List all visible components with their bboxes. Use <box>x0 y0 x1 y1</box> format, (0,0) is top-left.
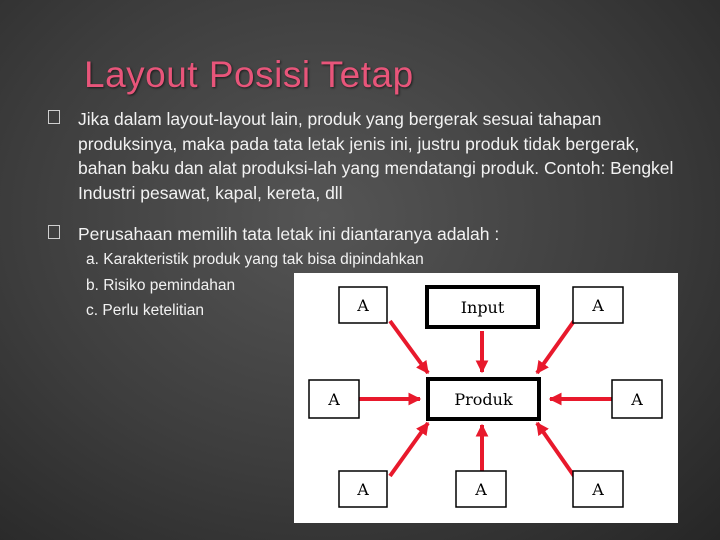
arrow-bottom-left <box>390 423 428 476</box>
sub-item-a: a. Karakteristik produk yang tak bisa dipindahkan <box>86 251 424 268</box>
station-label: A <box>357 296 369 315</box>
square-bullet-icon <box>48 225 60 239</box>
sub-item-b: b. Risiko pemindahan <box>86 277 236 294</box>
station-label: A <box>475 480 487 499</box>
station-label: A <box>631 390 643 409</box>
station-label: A <box>592 296 604 315</box>
station-label: A <box>592 480 604 499</box>
station-label: A <box>357 480 369 499</box>
bullet-item-1 <box>46 107 686 205</box>
diagram-svg <box>294 273 678 523</box>
input-label: Input <box>460 298 505 317</box>
produk-label: Produk <box>454 390 513 409</box>
square-bullet-icon <box>48 110 60 124</box>
bullet-item-2 <box>46 222 686 247</box>
fixed-position-layout-diagram <box>294 273 678 523</box>
arrow-top-left <box>390 321 428 373</box>
arrow-top-right <box>537 321 574 373</box>
bullet-text-1: Jika dalam layout-layout lain, produk yang bergerak sesuai tahapan produksinya, maka pada tata letak jenis ini, justru produk tidak bergerak, bahan baku dan alat produksi-lah yang mendatangi produk. Contoh: Bengkel Industri pesawat, kapal, kereta, dll <box>78 109 674 203</box>
arrow-bottom-right <box>537 423 574 476</box>
station-label: A <box>328 390 340 409</box>
slide-title: Layout Posisi Tetap <box>84 54 414 95</box>
bullet-text-2: Perusahaan memilih tata letak ini diantaranya adalah : <box>78 224 500 244</box>
sub-item-c: c. Perlu ketelitian <box>86 302 205 319</box>
